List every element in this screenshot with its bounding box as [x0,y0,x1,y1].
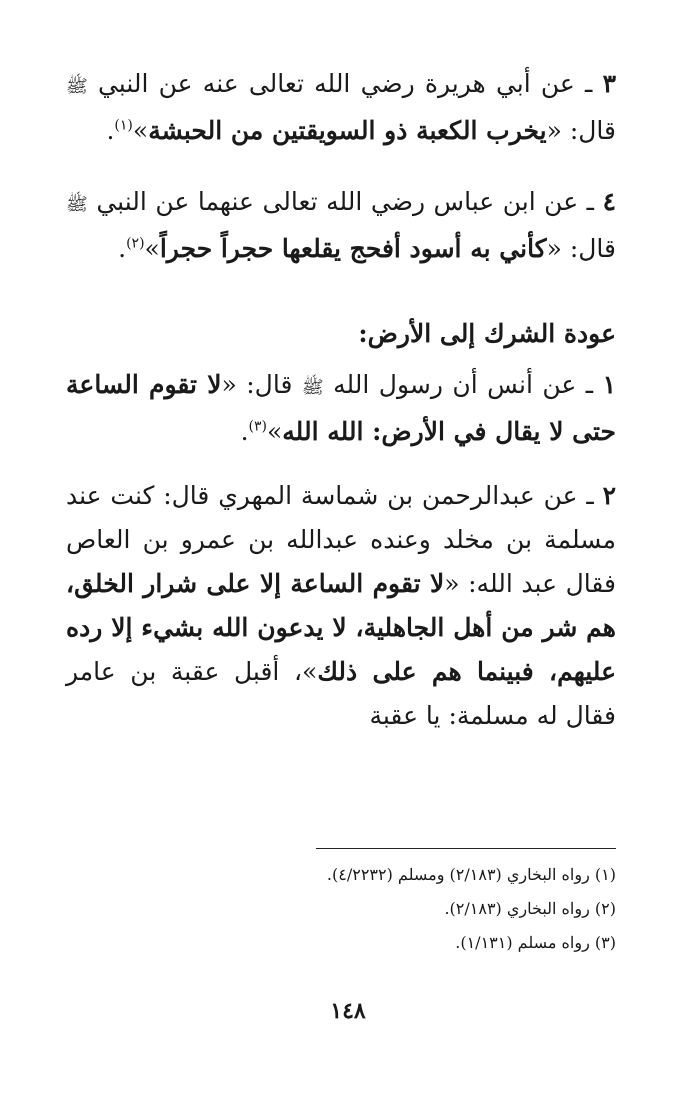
period: . [106,116,115,145]
footnote-ref[interactable]: (٣) [248,418,267,435]
page-number: ١٤٨ [330,998,366,1024]
section-item-1 [66,363,616,454]
footnote-ref[interactable]: (٢) [126,235,145,252]
narration-text: ـ عن أنس أن رسول الله [333,370,594,399]
hadith-quote: لا تقوم الساعة إلا على شرار الخلق، هم شر من أهل الجاهلية، لا يدعون الله بشيء إلا رده عليهم، فبينما هم على ذلك [66,569,616,686]
salutation-glyph: ﷺ [301,377,324,398]
hadith-quote: لا تقوم الساعة حتى لا يقال في الأرض: الله الله [66,370,616,446]
section-heading: عودة الشرك إلى الأرض: [358,319,616,348]
said-text: قال: « [546,234,616,263]
quote-close: »، [293,657,318,686]
quote-close: » [144,234,160,263]
said-text: قال: « [221,370,293,399]
period: . [240,417,249,446]
quote-close: » [266,417,283,446]
narration-text: ـ عن ابن عباس رضي الله تعالى عنهما عن النبي [96,187,595,216]
item-number: ٣ [602,69,616,98]
page-body [66,62,616,738]
item-number: ٢ [602,481,616,510]
footnote-3: (٣) رواه مسلم (١/١٣١). [455,933,616,952]
narration-text: ـ عن أبي هريرة رضي الله تعالى عنه عن النبي [97,69,593,98]
footnote-divider [316,848,616,849]
period: . [118,234,127,263]
footnotes [76,858,616,960]
paragraph-4 [66,180,616,271]
narration-text: ـ عن عبدالرحمن بن شماسة المهري قال: كنت عند مسلمة بن مخلد وعنده عبدالله بن عمرو بن العاص فقال عبد الله: « [66,481,617,598]
section-item-2 [66,474,616,738]
item-number: ١ [602,370,617,399]
item-number: ٤ [602,187,617,216]
hadith-quote: كأني به أسود أفحج يقلعها حجراً حجراً [159,234,547,263]
salutation-glyph: ﷺ [66,194,88,215]
paragraph-3 [66,62,616,153]
footnote-1: (١) رواه البخاري (٢/١٨٣) ومسلم (٤/٢٢٣٢). [326,865,616,884]
continuation-text: أقبل عقبة بن عامر فقال له مسلمة: يا عقبة [66,657,616,730]
said-text: قال: « [546,116,616,145]
footnote-2: (٢) رواه البخاري (٢/١٨٣). [444,899,616,918]
hadith-quote: يخرب الكعبة ذو السويقتين من الحبشة [148,116,547,145]
quote-close: » [132,116,149,145]
footnote-ref[interactable]: (١) [114,117,133,134]
salutation-glyph: ﷺ [66,76,88,97]
